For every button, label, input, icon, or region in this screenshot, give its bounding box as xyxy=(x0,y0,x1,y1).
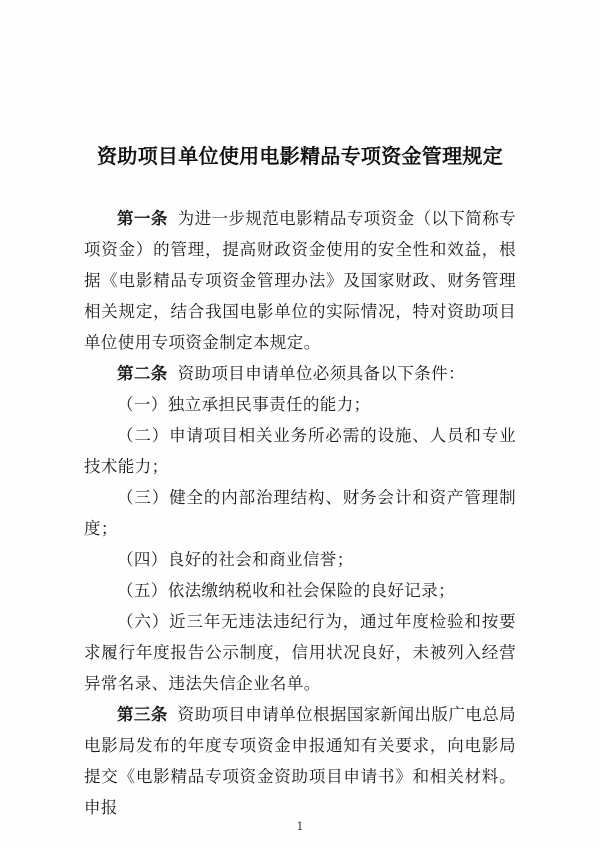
article-1-heading: 第一条 xyxy=(117,209,168,228)
article-2-heading: 第二条 xyxy=(117,364,168,383)
article-2-item-5: （五）依法缴纳税收和社会保险的良好记录； xyxy=(117,581,455,600)
article-2-item-3: （三）健全的内部治理结构、财务会计和资产管理制度； xyxy=(84,488,516,538)
page-number: 1 xyxy=(296,820,304,833)
article-2-item-1: （一）独立承担民事责任的能力； xyxy=(117,395,371,414)
article-1-text: 为进一步规范电影精品专项资金（以下简称专项资金）的管理，提高财政资金使用的安全性和效益，根据《电影精品专项资金管理办法》及国家财政、财务管理相关规定，结合我国电影单位的实际情况，特对资助项目单位使用专项资金制定本规定。 xyxy=(84,209,517,352)
article-2 xyxy=(84,358,516,389)
article-2-item-2: （二）申请项目相关业务所必需的设施、人员和专业技术能力； xyxy=(84,426,516,476)
article-3 xyxy=(84,699,516,823)
document-title: 资助项目单位使用电影精品专项资金管理规定 xyxy=(97,144,503,168)
article-1 xyxy=(84,203,516,358)
article-3-text: 资助项目申请单位根据国家新闻出版广电总局电影局发布的年度专项资金申报通知有关要求，向电影局提交《电影精品专项资金资助项目申请书》和相关材料。申报 xyxy=(84,705,517,817)
article-2-item-6: （六）近三年无违法违纪行为，通过年度检验和按要求履行年度报告公示制度，信用状况良好，未被列入经营异常名录、违法失信企业名单。 xyxy=(84,612,516,693)
document-body xyxy=(84,203,516,823)
article-2-item-4: （四）良好的社会和商业信誉； xyxy=(117,550,354,569)
article-3-heading: 第三条 xyxy=(117,705,168,724)
article-2-text: 资助项目申请单位必须具备以下条件： xyxy=(177,364,465,383)
